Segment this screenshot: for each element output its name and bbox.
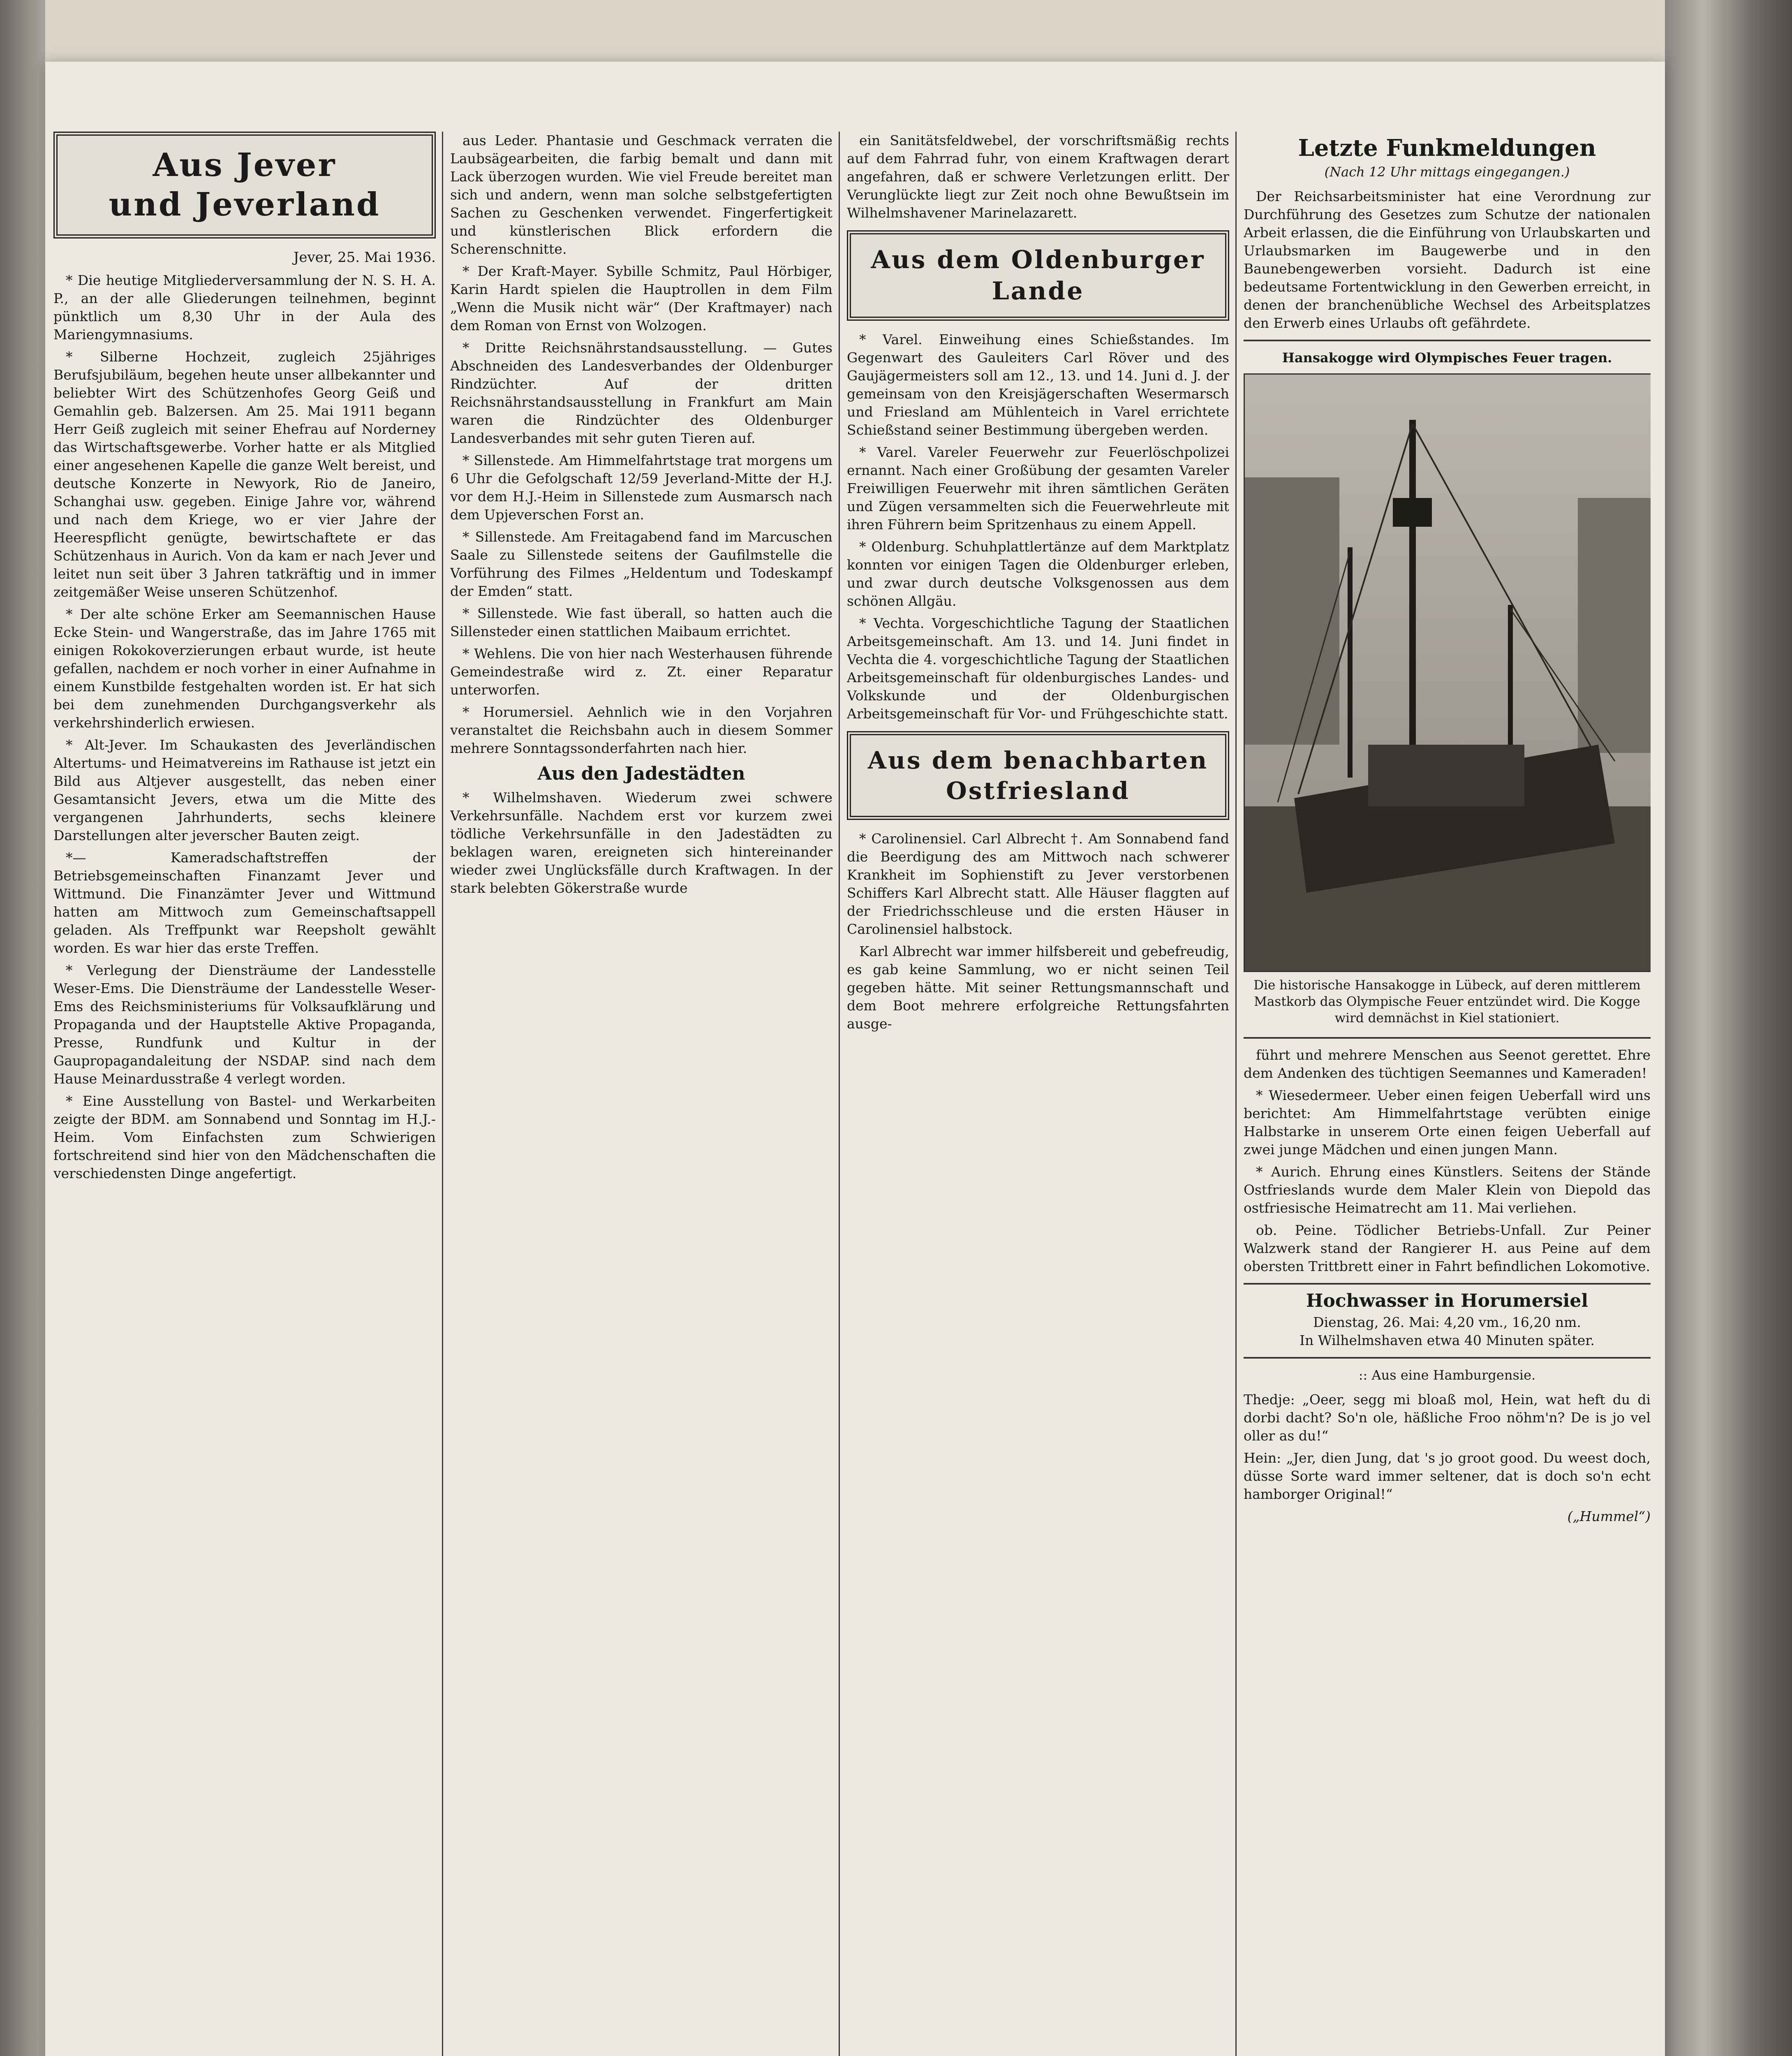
radio-flash-text: Der Reichsarbeitsminister hat eine Verordnung zur Durchführung des Gesetzes zum Schutze der nationalen Arbeit erlassen, die die Einführung von Urlaubskarten und Urlaubsmarken im Baugewerbe und in den Baunebengewerben vorsieht. Dadurch ist eine bedeutsame Fortentwicklung in den Gewerben erreicht, in denen der branchenübliche Wechsel des Arbeitsplatzes den Erwerb eines Urlaubs oft gefährdete. [1244,188,1651,331]
section-heading-ostfriesland [847,731,1229,820]
tide-line: In Wilhelmshaven etwa 40 Minuten später. [1299,1332,1595,1348]
anecdote [1244,1391,1651,1503]
photo-caption: Die historische Hansakogge in Lübeck, auf deren mittlerem Mastkorb das Olympische Feuer entzündet wird. Die Kogge wird demnächst in Kiel stationiert. [1253,978,1641,1026]
article-paragraph: ein Sanitätsfeldwebel, der vorschriftsmäßig rechts auf dem Fahrrad fuhr, von einem Kraftwagen derart angefahren, daß er schwere Verletzungen erlitt. Der Verunglückte liegt zur Zeit noch ohne Bewußtsein im Wilhelmshavener Marinelazarett. [847,132,1229,221]
heading-line-1: Aus dem benachbarten [867,746,1209,774]
newspaper-page [45,62,1665,2056]
article-paragraph: * Aurich. Ehrung eines Künstlers. Seitens der Stände Ostfrieslands wurde dem Maler Klein von Diepold das ostfriesische Heimatrecht am 11. Mai verliehen. [1244,1164,1651,1216]
article-paragraph: * Silberne Hochzeit, zugleich 25jähriges Berufsjubiläum, begehen heute unser allbekannter und beliebter Wirt des Schützenhofes Georg Geiß und Gemahlin geb. Balzersen. Am 25. Mai 1911 begann Herr Geiß zugleich mit seiner Ehefrau auf Norderney das Wirtschaftsgewerbe. Vorher hatte er als Mitglied einer angesehenen Kapelle die ganze Welt bereist, und deutsche Konzerte in Newyork, Rio de Janeiro, Schanghai usw. gegeben. Einige Jahre vor, während und nach dem Kriege, wo er vier Jahre der Heerespflicht genügte, bewirtschaftete er das Schützenhaus in Aurich. Von da kam er nach Jever und leitet nun seit über 3 Jahren tatkräftig und in immer zeitgemäßer Weise unseren Schützenhof. [53,349,436,600]
article-paragraph: führt und mehrere Menschen aus Seenot gerettet. Ehre dem Andenken des tüchtigen Seemannes und Kameraden! [1244,1047,1651,1081]
article-paragraph: * Wehlens. Die von hier nach Westerhausen führende Gemeindestraße wird z. Zt. einer Reparatur unterworfen. [450,646,832,698]
book-spine [1665,0,1792,2056]
divider [1244,340,1651,341]
article-paragraph: * Eine Ausstellung von Bastel- und Werkarbeiten zeigte der BDM. am Sonnabend und Sonntag im H.J.-Heim. Vom Einfachsten zum Schwierigen fortschreitend sind hier von den Mädchenschaften die verschiedensten Dinge angefertigt. [53,1093,436,1181]
heading-line-1: Aus Jever [153,146,337,184]
dateline: Jever, 25. Mai 1936. [293,249,436,266]
anecdote-line: Thedje: „Oeer, segg mi bloaß mol, Hein, wat heft du di dorbi dacht? So'n ole, häßliche Froo nöhm'n? De is jo vel oller as du!“ [1244,1392,1651,1444]
binding-left-edge [0,0,45,2056]
section-heading-funkmeldungen: Letzte Funkmeldungen [1298,134,1596,162]
anecdote-heading: :: Aus eine Hamburgensie. [1358,1367,1536,1383]
article-paragraph: * Der alte schöne Erker am Seemannischen Hause Ecke Stein- und Wangerstraße, das im Jahre 1765 mit einigen Rokokoverzierungen erbaut wurde, ist heute gefallen, nachdem er noch vorher in einer Aufnahme in einem Kunstbilde festgehalten worden ist. Er hat sich bei dem zunehmenden Durchgangsverkehr als verkehrshinderlich erwiesen. [53,606,436,731]
divider [1244,1357,1651,1359]
article-paragraph: * Wiesedermeer. Ueber einen feigen Ueberfall wird uns berichtet: Am Himmelfahrtstage verübten einige Halbstarke in unserem Orte einen feigen Ueberfall auf zwei junge Mädchen und einen jungen Mann. [1244,1087,1651,1158]
divider [1244,1283,1651,1285]
article-paragraph: * Carolinensiel. Carl Albrecht †. Am Sonnabend fand die Beerdigung des am Mittwoch nach schwerer Krankheit im Sophienstift zu Jever verstorbenen Schiffers Karl Albrecht statt. Alle Häuser flaggten auf der Friedrichsschleuse und die ersten Häuser in Carolinensiel halbstock. [847,831,1229,937]
section-heading-jever [53,132,436,238]
photo-headline: Hansakogge wird Olympisches Feuer tragen. [1282,350,1612,366]
article-paragraph: * Der Kraft-Mayer. Sybille Schmitz, Paul Hörbiger, Karin Hardt spielen die Hauptrollen in dem Film „Wenn die Musik nicht wär“ (Der Kraftmayer) nach dem Roman von Ernst von Wolzogen. [450,263,832,333]
article-paragraph: *— Kameradschaftstreffen der Betriebsgemeinschaften Finanzamt Jever und Wittmund. Die Finanzämter Jever und Wittmund hatten am Mittwoch zum Gemeinschaftsappell geladen. Als Treffpunkt war Reepsholt gewählt worden. Es war hier das erste Treffen. [53,850,436,956]
column-3 [847,132,1229,2056]
article-paragraph: * Die heutige Mitgliederversammlung der N. S. H. A. P., an der alle Gliederungen teilnehmen, beginnt pünktlich um 8,30 Uhr in der Aula des Mariengymnasiums. [53,272,436,343]
column-rule [442,132,443,2056]
article-paragraph: * Sillenstede. Am Himmelfahrtstage trat morgens um 6 Uhr die Gefolgschaft 12/59 Jeverland-Mitte der H.J. vor dem H.J.-Heim in Sillenstede zum Ausmarsch nach dem Upjeverschen Forst an. [450,452,832,523]
article-paragraph: Karl Albrecht war immer hilfsbereit und gebefreudig, es gab keine Sammlung, wo er nicht seinen Teil gegeben hätte. Mit seiner Rettungsmannschaft und dem Boot mehrere erfolgreiche Rettungsfahrten ausge- [847,943,1229,1032]
article-paragraph: * Sillenstede. Am Freitagabend fand im Marcuschen Saale zu Sillenstede seitens der Gaufilmstelle die Vorführung des Filmes „Heldentum und Todeskampf der Emden“ statt. [450,529,832,599]
section-heading-oldenburg [847,230,1229,321]
column-4 [1244,132,1651,2056]
article-paragraph: * Oldenburg. Schuhplattlertänze auf dem Marktplatz konnten vor einigen Tagen die Oldenburger erleben, und zwar durch deutsche Volksgenossen aus dem schönen Allgäu. [847,539,1229,609]
article-paragraph: * Varel. Vareler Feuerwehr zur Feuerlöschpolizei ernannt. Nach einer Großübung der gesamten Vareler Freiwilligen Feuerwehr mit ihren sämtlichen Geräten und Zügen versammelten sich die Feuerwehrleute mit ihren Führern beim Spritzenhaus zu einem Appell. [847,444,1229,533]
article-paragraph: * Sillenstede. Wie fast überall, so hatten auch die Sillensteder einen stattlichen Maibaum errichtet. [450,605,832,639]
column-2 [450,132,832,2056]
anecdote-line: Hein: „Jer, dien Jung, dat 's jo groot good. Du weest doch, düsse Sorte ward immer seltener, dat is doch so'n echt hamborger Original!“ [1244,1450,1651,1502]
heading-line-2: Lande [992,277,1084,306]
hansakogge-photo [1244,373,1651,972]
article-paragraph: * Horumersiel. Aehnlich wie in den Vorjahren veranstaltet die Reichsbahn auch in diesem Sommer mehrere Sonntagssonderfahrten nach hier. [450,704,832,756]
anecdote-signature: („Hummel“) [1567,1508,1651,1524]
column-1 [53,132,436,2056]
heading-line-2: Ostfriesland [946,777,1130,805]
article-paragraph: * Alt-Jever. Im Schaukasten des Jeverländischen Altertums- und Heimatvereins im Rathause ist jetzt ein Bild aus Altjever ausgestellt, das neben einer Gesamtansicht Jevers, etwa um die Mitte des vergangenen Jahrhunderts, sechs kleinere Darstellungen alter jeverscher Bauten zeigt. [53,737,436,843]
tide-line: Dienstag, 26. Mai: 4,20 vm., 16,20 nm. [1313,1314,1581,1330]
column-rule [839,132,840,2056]
divider [1244,1037,1651,1039]
column-rule [1235,132,1237,2056]
article-paragraph: ob. Peine. Tödlicher Betriebs-Unfall. Zur Peiner Walzwerk stand der Rangierer H. aus Peine auf dem obersten Trittbrett einer in Fahrt befindlichen Lokomotive. [1244,1222,1651,1274]
article-paragraph: * Wilhelmshaven. Wiederum zwei schwere Verkehrsunfälle. Nachdem erst vor kurzem zwei tödliche Verkehrsunfälle in den Jadestädten zu beklagen waren, ereigneten sich hintereinander wieder zwei Unglücksfälle durch Kraftwagen. In der stark belebten Gökerstraße wurde [450,790,832,896]
heading-line-1: Aus dem Oldenburger [871,245,1205,274]
subsection-heading: Aus den Jadestädten [537,763,745,784]
article-paragraph: * Verlegung der Diensträume der Landesstelle Weser-Ems. Die Diensträume der Landesstelle Weser-Ems des Reichsministeriums für Volksaufklärung und Propaganda und der Hauptstelle Aktive Propaganda, Presse, Rundfunk und Kultur in der Gaupropagandaleitung der NSDAP. sind nach dem Hause Meinardusstraße 4 verlegt worden. [53,962,436,1087]
heading-line-2: und Jeverland [109,186,381,223]
time-note: (Nach 12 Uhr mittags eingegangen.) [1324,164,1570,180]
tide-heading: Hochwasser in Horumersiel [1306,1290,1589,1311]
article-paragraph: * Vechta. Vorgeschichtliche Tagung der Staatlichen Arbeitsgemeinschaft. Am 13. und 14. Juni findet in Vechta die 4. vorgeschichtliche Tagung der Staatlichen Arbeitsgemeinschaft für oldenburgisches Landes- und Volkskunde und der Oldenburgischen Arbeitsgemeinschaft für Vor- und Frühgeschichte statt. [847,615,1229,722]
article-paragraph: aus Leder. Phantasie und Geschmack verraten die Laubsägearbeiten, die farbig bemalt und dann mit Lack überzogen wurden. Wie viel Freude bereitet man sich und andern, wenn man solche selbstgefertigten Sachen zu Geschenken verwendet. Fingerfertigkeit und künstlerischen Blick erfordern die Scherenschnitte. [450,132,832,257]
article-paragraph: * Dritte Reichsnährstandsausstellung. — Gutes Abschneiden des Landesverbandes der Oldenburger Rindzüchter. Auf der dritten Reichsnährstandsausstellung in Frankfurt am Main waren die Rindzüchter des Oldenburger Landesverbandes mit sehr guten Tieren auf. [450,340,832,446]
article-paragraph: * Varel. Einweihung eines Schießstandes. Im Gegenwart des Gauleiters Carl Röver und des Gaujägermeisters soll am 12., 13. und 14. Juni d. J. der gemeinsam von den Kreisjägerschaften Wesermarsch und Friesland am Mühlenteich in Varel errichtete Schießstand seiner Bestimmung übergeben werden. [847,331,1229,438]
